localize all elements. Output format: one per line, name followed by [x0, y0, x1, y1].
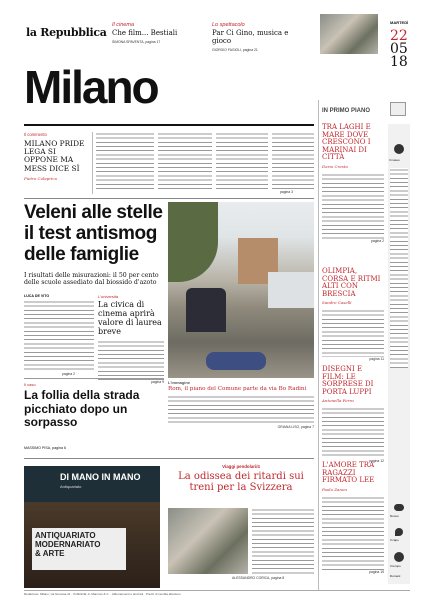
- section-title: Milano: [24, 61, 158, 113]
- secondary-story[interactable]: [24, 382, 164, 450]
- wind-icon: [394, 552, 404, 562]
- teaser-byline: GIORGIO FAGIOLI, pagina 21: [212, 48, 258, 52]
- side-story-title: TRA LAGHI E MARE DOVE CRESCONO I MARINAI DI CITTÀ: [322, 123, 371, 162]
- weather-sidebar: Il meteo Nuovo Il capo Il tempo Domani: [388, 124, 410, 584]
- university-box[interactable]: [98, 294, 164, 384]
- bottom-title: La odissea dei ritardi sui treni per la Svizzera: [178, 471, 304, 493]
- teaser-kicker: Il cinema: [112, 22, 135, 28]
- university-kicker: L'università: [98, 294, 119, 299]
- teaser-kicker: Lo spettacolo: [212, 22, 245, 28]
- photo-label: L'immagine: [168, 380, 191, 385]
- side-story[interactable]: [322, 124, 384, 243]
- secondary-title: La follia della strada picchiato dopo un sorpasso: [24, 388, 140, 429]
- side-story[interactable]: [322, 366, 384, 464]
- side-story-author: Dario Cresto: [322, 163, 348, 169]
- bottom-kicker: Viaggi pendolari/4: [222, 464, 260, 469]
- photo-people: [186, 288, 226, 332]
- side-story-title: L'AMORE TRA RAGAZZI FIRMATO LEE: [322, 461, 375, 485]
- teaser-thumbnail[interactable]: [320, 14, 378, 54]
- repubblica-logo: la Repubblica: [26, 26, 107, 39]
- main-body: [24, 300, 94, 372]
- ad-sign: ANTIQUARIATO MODERNARIATO & ARTE: [32, 528, 126, 570]
- commentary-title: MILANO PRIDE LEGA SI OPPONE MA MESS DICE SÌ: [24, 139, 85, 173]
- commentary-author: Pietro Colaprico: [24, 175, 58, 181]
- teaser-title: Par Ci Gino, musica e gioco: [212, 29, 289, 45]
- main-photo[interactable]: [168, 202, 314, 378]
- side-story-page: pagina 11: [369, 357, 384, 362]
- teaser-1[interactable]: [112, 22, 200, 44]
- teaser-byline: SIMONA SPAVENTA, pagina 17: [112, 40, 161, 44]
- weekday: MARTEDÌ: [390, 20, 409, 25]
- photo-tent: [268, 272, 314, 308]
- commentary-page: pagina 3: [280, 190, 294, 194]
- side-story-page: pagina 2: [370, 238, 384, 243]
- photo-debris: [206, 352, 266, 370]
- side-story-title: OLIMPIA, CORSA E RITMI ALTI CON BRESCIA: [322, 267, 381, 298]
- main-subtitle: I risultati delle misurazioni: il 50 per cento delle scuole assediato dal biossido d'azoto: [24, 272, 159, 287]
- in-primo-piano-header: IN PRIMO PIANO: [322, 108, 371, 114]
- ad-tagline: Antiquariato: [60, 484, 82, 489]
- side-story-title: DISEGNI E FILM: LE SORPRESE DI PORTA LUPPI: [322, 365, 374, 396]
- side-story-page: pagina 15: [369, 569, 384, 574]
- side-story-author: Antonella Ferro: [322, 398, 354, 404]
- commentary[interactable]: [24, 132, 88, 181]
- sun-icon: [394, 144, 404, 154]
- university-title: La civica di cinema aprirà valore di laurea breve: [98, 300, 162, 336]
- side-story-author: Sandro Caselli: [322, 300, 352, 306]
- teaser-2[interactable]: [212, 22, 302, 52]
- side-story-author: Paolo Zanon: [322, 486, 347, 492]
- secondary-byline: MASSIMO PISA, pagina 6: [24, 445, 66, 450]
- bottom-byline: ALESSANDRO CORICA, pagina 8: [232, 576, 285, 580]
- teaser-title: Che film... Bestiali: [112, 29, 178, 37]
- side-story[interactable]: [322, 268, 384, 362]
- cloud-icon: [394, 504, 404, 511]
- drop-icon: [395, 528, 403, 536]
- photo-tree: [168, 202, 218, 282]
- commentary-body: [96, 132, 154, 192]
- date: 22 05 18: [390, 28, 408, 70]
- weather-label: Il meteo: [389, 158, 400, 162]
- side-story-page: pagina 12: [369, 459, 384, 464]
- bottom-photo[interactable]: [168, 508, 248, 574]
- university-page: pagina 9: [150, 380, 164, 384]
- side-story[interactable]: [322, 462, 384, 574]
- secondary-kicker: Il caso: [24, 382, 36, 387]
- ad-brand: DI MANO IN MANO: [60, 472, 141, 482]
- photo-caption: [168, 380, 314, 429]
- commentary-kicker: Il commento: [24, 132, 47, 137]
- footer: Redazione: Milano, via Nervesa 21 · Pubblicità: A. Manzoni & C. · Abbonamenti e arretrati · Prezzi di vendita all'estero: [24, 592, 181, 596]
- main-headline[interactable]: Veleni alle stelle il test antismog delle famiglie: [24, 202, 163, 265]
- photo-caption-title: Rom, il piano del Comune parte da via Bo Radini: [168, 386, 307, 392]
- main-byline: LUCA DE VITO: [24, 294, 50, 298]
- building-icon: [390, 102, 406, 116]
- bottom-story[interactable]: [168, 464, 314, 493]
- advertisement[interactable]: [24, 466, 160, 588]
- bottom-body: [252, 508, 314, 574]
- photo-byline: ORIANA LISO, pagina 7: [277, 425, 314, 429]
